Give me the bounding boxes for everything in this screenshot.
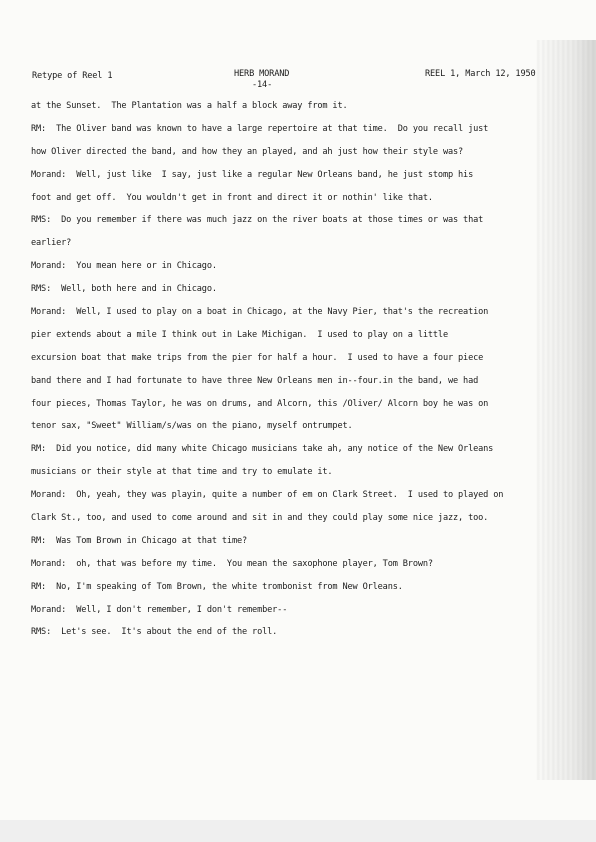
transcript-line: Morand: Well, I don't remember, I don't remember-- [31,604,288,615]
transcript-line: RM: Was Tom Brown in Chicago at that time? [31,535,248,546]
transcript-line: band there and I had fortunate to have three New Orleans men in--four.in the band, we had [31,375,479,386]
transcript-line: RM: No, I'm speaking of Tom Brown, the white trombonist from New Orleans. [31,581,403,592]
transcript-line: four pieces, Thomas Taylor, he was on drums, and Alcorn, this /Oliver/ Alcorn boy he was on [31,398,489,409]
transcript-line: Morand: oh, that was before my time. You mean the saxophone player, Tom Brown? [31,558,433,569]
transcript-line: excursion boat that make trips from the pier for half a hour. I used to have a four piece [31,352,484,363]
transcript-line: Morand: You mean here or in Chicago. [31,261,217,272]
transcript-line: Clark St., too, and used to come around and sit in and they could play some nice jazz, too. [31,513,489,524]
transcript-line: at the Sunset. The Plantation was a half a block away from it. [31,101,348,111]
transcript-line: foot and get off. You wouldn't get in front and direct it or nothin' like that. [31,192,433,203]
transcript-line: pier extends about a mile I think out in Lake Michigan. I used to play on a little [31,329,448,340]
transcript-line: RMS: Well, both here and in Chicago. [31,284,217,295]
transcript-line: RM: Did you notice, did many white Chicago musicians take ah, any notice of the New Orleans [31,444,494,455]
transcript-line: Morand: Well, just like I say, just like a regular New Orleans band, he just stomp his [31,169,474,180]
transcript-line: tenor sax, "Sweet" William/s/was on the piano, myself ontrumpet. [31,421,353,432]
transcript-line: RMS: Let's see. It's about the end of the roll. [31,627,278,638]
header-title: HERB MORAND [234,69,290,79]
transcript-line: Morand: Well, I used to play on a boat in Chicago, at the Navy Pier, that's the recreation [31,307,489,318]
transcript-line: Morand: Oh, yeah, they was playin, quite a number of em on Clark Street. I used to played on [31,490,504,501]
header-page-number: -14- [252,80,273,90]
transcript-line: musicians or their style at that time and try to emulate it. [31,467,333,478]
header-reel-date: REEL 1, March 12, 1950 [425,69,536,79]
transcript-line: RMS: Do you remember if there was much jazz on the river boats at those times or was that [31,215,484,226]
transcript-body [31,100,571,649]
transcript-line: earlier? [31,238,72,249]
transcript-line: how Oliver directed the band, and how they an played, and ah just how their style was? [31,146,464,157]
scan-bottom-band [0,820,596,842]
header-reel-label: Retype of Reel 1 [32,71,113,81]
transcript-line: RM: The Oliver band was known to have a large repertoire at that time. Do you recall just [31,123,489,134]
